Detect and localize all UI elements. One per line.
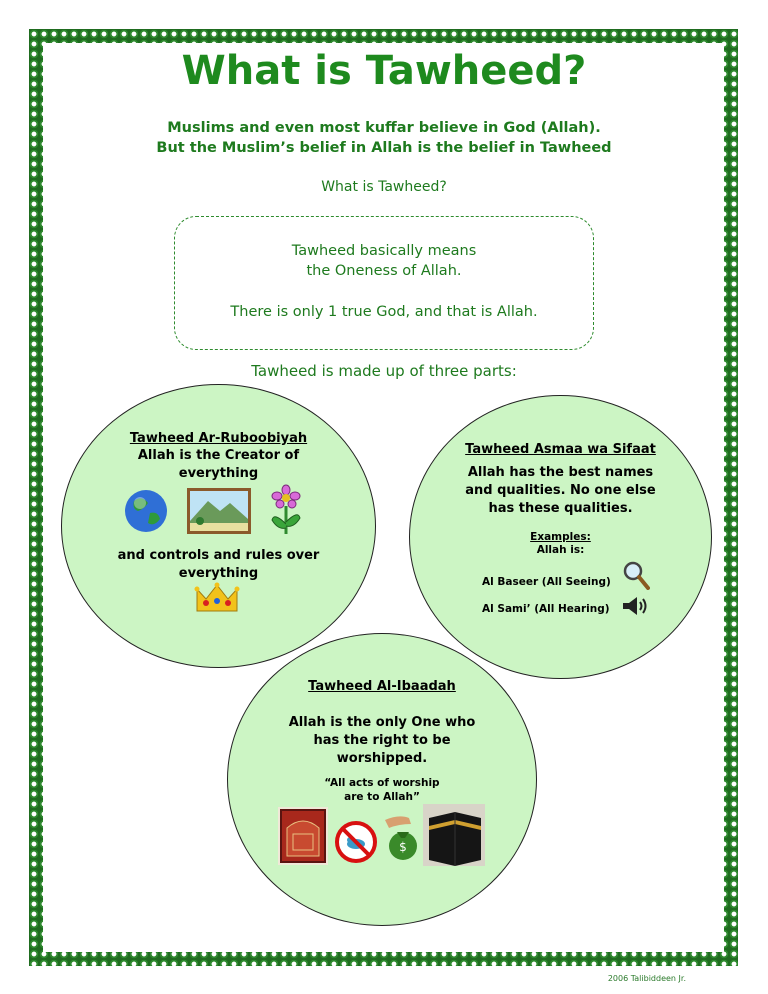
definition-line-3: There is only 1 true God, and that is Allah. bbox=[230, 304, 538, 320]
asmaa-line-2: and qualities. No one else bbox=[465, 483, 656, 498]
quote-line-1: “All acts of worship bbox=[324, 777, 440, 789]
definition-line-2: the Oneness of Allah. bbox=[306, 263, 462, 279]
intro-line-2: But the Muslim’s belief in Allah is the belief in Tawheed bbox=[156, 140, 612, 156]
ibaadah-line-2: has the right to be bbox=[313, 733, 451, 748]
rububiyyah-heading: Tawheed Ar-Ruboobiyah bbox=[129, 431, 308, 446]
ibaadah-line-3: worshipped. bbox=[336, 751, 428, 766]
definition-box bbox=[174, 216, 594, 350]
landscape-icon bbox=[186, 487, 252, 535]
definition-line-1: Tawheed basically means bbox=[291, 243, 477, 259]
ibaadah-heading: Tawheed Al-Ibaadah bbox=[308, 679, 456, 694]
asmaa-line-1: Allah has the best names bbox=[467, 465, 654, 480]
flower-icon bbox=[266, 484, 306, 536]
speaker-icon bbox=[620, 594, 650, 618]
example-al-sami: Al Sami’ (All Hearing) bbox=[482, 603, 610, 615]
svg-text:$: $ bbox=[399, 840, 407, 854]
prayer-rug-icon bbox=[277, 806, 329, 866]
asmaa-heading: Tawheed Asmaa wa Sifaat bbox=[465, 442, 656, 457]
intro-line-1: Muslims and even most kuffar believe in God (Allah). bbox=[167, 120, 601, 136]
asmaa-line-3: has these qualities. bbox=[488, 501, 633, 516]
allah-is-label: Allah is: bbox=[536, 544, 585, 556]
kaaba-icon bbox=[423, 804, 485, 866]
quote-line-2: are to Allah” bbox=[344, 791, 420, 803]
no-idols-icon bbox=[334, 820, 378, 864]
rububiyyah-line-1: Allah is the Creator of bbox=[137, 448, 300, 463]
magnifier-icon bbox=[622, 560, 650, 590]
rububiyyah-line-4: everything bbox=[178, 566, 259, 581]
ibaadah-line-1: Allah is the only One who bbox=[288, 715, 476, 730]
rububiyyah-line-2: everything bbox=[178, 466, 259, 481]
example-al-baseer: Al Baseer (All Seeing) bbox=[482, 576, 611, 588]
footer-credit: 2006 Talibiddeen Jr. bbox=[607, 974, 686, 983]
rububiyyah-circle bbox=[61, 384, 376, 668]
crown-icon bbox=[194, 581, 240, 617]
globe-icon bbox=[122, 487, 172, 535]
charity-bag-icon bbox=[381, 810, 421, 864]
parts-heading: Tawheed is made up of three parts: bbox=[251, 362, 517, 380]
examples-label: Examples: bbox=[530, 531, 591, 543]
page-title: What is Tawheed? bbox=[181, 48, 587, 94]
asmaa-circle bbox=[409, 395, 712, 679]
ibaadah-circle bbox=[227, 633, 537, 926]
question-heading: What is Tawheed? bbox=[321, 179, 447, 195]
rububiyyah-line-3: and controls and rules over bbox=[117, 548, 320, 563]
